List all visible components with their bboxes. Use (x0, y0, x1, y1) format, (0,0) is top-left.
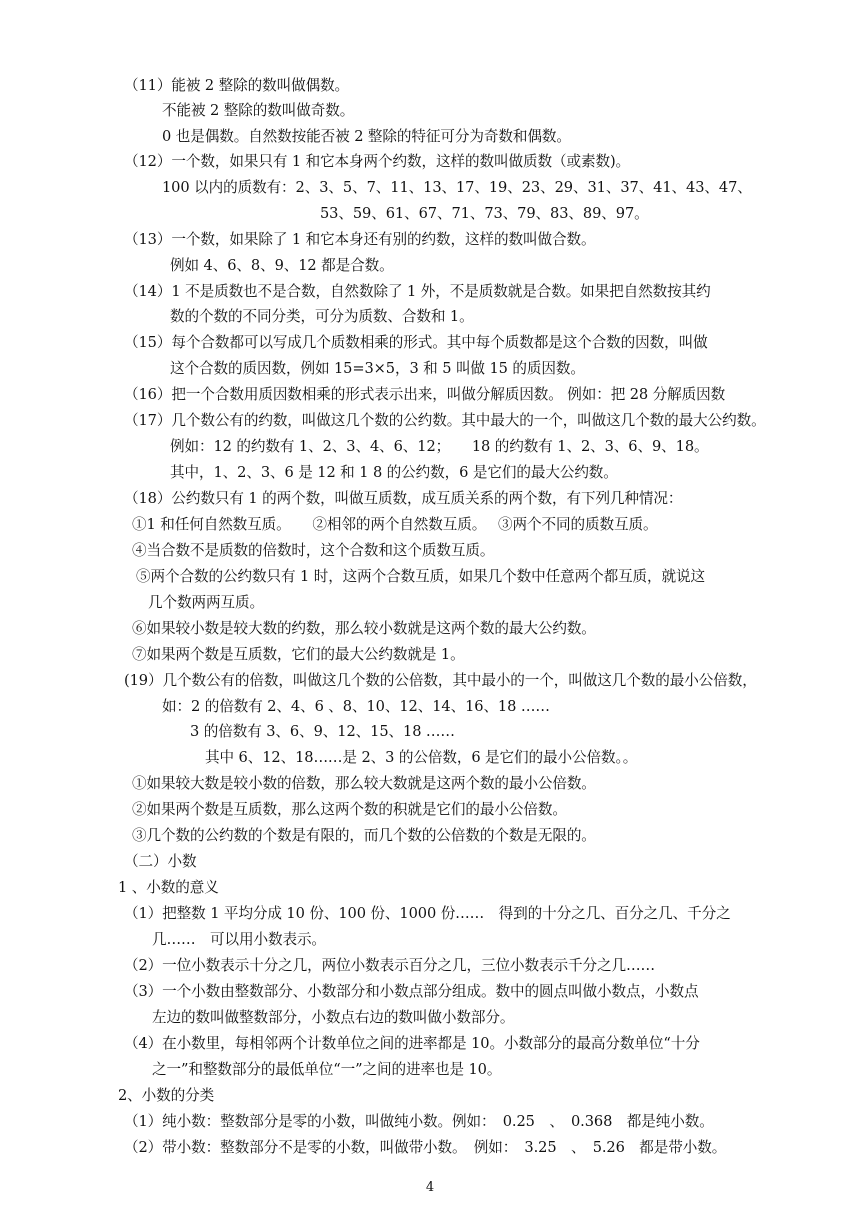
text-line: 数的个数的不同分类，可分为质数、合数和 1。 (170, 308, 474, 325)
text-line: （2）一位小数表示十分之几，两位小数表示百分之几，三位小数表示千分之几…… (124, 957, 655, 974)
text-line: （3）一个小数由整数部分、小数部分和小数点部分组成。数中的圆点叫做小数点，小数点 (124, 983, 699, 1000)
text-line: 之一”和整数部分的最低单位“一”之间的进率也是 10。 (152, 1061, 502, 1078)
text-line: （17）几个数公有的约数，叫做这几个数的公约数。其中最大的一个，叫做这几个数的最大公约数。 (124, 412, 766, 429)
text-line: 3 的倍数有 3、6、9、12、15、18 …… (190, 723, 455, 740)
text-line: ⑥如果较小数是较大数的约数，那么较小数就是这两个数的最大公约数。 (132, 620, 596, 637)
text-line: （12）一个数，如果只有 1 和它本身两个约数，这样的数叫做质数（或素数)。 (124, 153, 631, 170)
section-heading: 1 、小数的意义 (118, 879, 219, 896)
text-line: （16）把一个合数用质因数相乘的形式表示出来，叫做分解质因数。 例如：把 28 分解质因数 (124, 386, 726, 403)
section-heading: （二）小数 (124, 853, 197, 870)
text-line: ①1 和任何自然数互质。 ②相邻的两个自然数互质。 ③两个不同的质数互质。 (132, 516, 658, 533)
text-line: ③几个数的公约数的个数是有限的，而几个数的公倍数的个数是无限的。 (132, 827, 596, 844)
text-line: ②如果两个数是互质数，那么这两个数的积就是它们的最小公倍数。 (132, 801, 567, 818)
text-line: 例如 4、6、8、9、12 都是合数。 (170, 257, 394, 274)
text-line: （13）一个数，如果除了 1 和它本身还有别的约数，这样的数叫做合数。 (124, 231, 596, 248)
text-line: 例如：12 的约数有 1、2、3、4、6、12； 18 的约数有 1、2、3、6、9、18。 (170, 438, 709, 455)
page-number: 4 (425, 1180, 435, 1195)
text-line: （14）1 不是质数也不是合数，自然数除了 1 外，不是质数就是合数。如果把自然数按其约 (124, 283, 711, 300)
text-line: （1）把整数 1 平均分成 10 份、100 份、1000 份…… 得到的十分之几、百分之几、千分之 (124, 905, 731, 922)
text-line: 这个合数的质因数，例如 15=3×5，3 和 5 叫做 15 的质因数。 (170, 360, 585, 377)
text-line: （11）能被 2 整除的数叫做偶数。 (124, 77, 350, 94)
text-line: 左边的数叫做整数部分，小数点右边的数叫做小数部分。 (152, 1009, 515, 1026)
text-line: 几…… 可以用小数表示。 (152, 931, 326, 948)
text-line: 其中，1、2、3、6 是 12 和 1 8 的公约数，6 是它们的最大公约数。 (170, 464, 618, 481)
text-line: 53、59、61、67、71、73、79、83、89、97。 (320, 205, 649, 222)
text-line: （18）公约数只有 1 的两个数，叫做互质数，成互质关系的两个数，有下列几种情况： (124, 490, 683, 507)
text-line: 100 以内的质数有：2、3、5、7、11、13、17、19、23、29、31、37、41、43、47、 (162, 179, 752, 196)
text-line: （4）在小数里，每相邻两个计数单位之间的进率都是 10。小数部分的最高分数单位“十分 (124, 1035, 700, 1052)
text-line: 不能被 2 整除的数叫做奇数。 (162, 102, 355, 119)
text-line: ①如果较大数是较小数的倍数，那么较大数就是这两个数的最小公倍数。 (132, 775, 596, 792)
text-line: （15）每个合数都可以写成几个质数相乘的形式。其中每个质数都是这个合数的因数，叫做 (124, 334, 708, 351)
text-line: 如：2 的倍数有 2、4、6 、8、10、12、14、16、18 …… (162, 698, 550, 715)
text-line: ⑦如果两个数是互质数，它们的最大公约数就是 1。 (132, 646, 465, 663)
text-line: 其中 6、12、18……是 2、3 的公倍数，6 是它们的最小公倍数。。 (205, 749, 638, 766)
text-line: （2）带小数：整数部分不是零的小数，叫做带小数。 例如： 3.25 、 5.26 都是带小数。 (124, 1139, 727, 1156)
text-line: ⑤两个合数的公约数只有 1 时，这两个合数互质，如果几个数中任意两个都互质，就说这 (136, 568, 706, 585)
text-line: (19）几个数公有的倍数，叫做这几个数的公倍数，其中最小的一个，叫做这几个数的最小公倍数， (124, 672, 757, 689)
section-heading: 2、小数的分类 (118, 1087, 215, 1104)
text-line: （1）纯小数：整数部分是零的小数，叫做纯小数。例如： 0.25 、 0.368 都是纯小数。 (124, 1113, 714, 1130)
text-line: 0 也是偶数。自然数按能否被 2 整除的特征可分为奇数和偶数。 (162, 128, 571, 145)
text-line: ④当合数不是质数的倍数时，这个合数和这个质数互质。 (132, 542, 495, 559)
text-line: 几个数两两互质。 (148, 594, 264, 611)
